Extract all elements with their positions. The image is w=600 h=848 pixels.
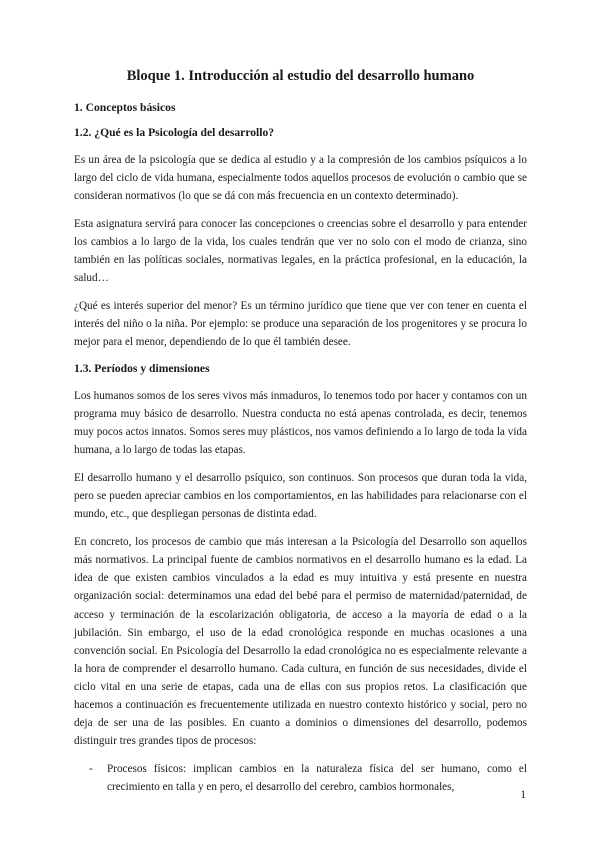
dash-bullet: - bbox=[89, 763, 93, 776]
section-heading-que-es-psicologia: 1.2. ¿Qué es la Psicología del desarrollo? bbox=[74, 126, 275, 140]
section-heading-periodos-dimensiones: 1.3. Períodos y dimensiones bbox=[74, 362, 210, 376]
paragraph-asignatura: Esta asignatura servirá para conocer las concepciones o creencias sobre el desarrollo y para entender los cambios a lo largo de la vida, los cuales tendrán que ver no solo con el modo de crianza, sino también en las políticas sociales, normativas legales, en la práctica profesional, en la educación, la salud… bbox=[74, 217, 527, 285]
list-item-procesos-fisicos bbox=[74, 760, 527, 796]
paragraph-procesos-cambio: En concreto, los procesos de cambio que más interesan a la Psicología del Desarrollo son aquellos más normativos. La principal fuente de cambios normativos en el desarrollo humano es la edad. La idea de que existen cambios vinculados a la edad es muy intuitiva y está presente en nuestra organización social: determinamos una edad del bebé para el permiso de maternidad/paternidad, de acceso y terminación de la escolarización obligatoria, de acceso a la mayoría de edad o a la jubilación. Sin embargo, el uso de la edad cronológica responde en muchas ocasiones a una convención social. En Psicología del Desarrollo la edad cronológica no es especialmente relevante a la hora de comprender el desarrollo humano. Cada cultura, en función de sus necesidades, divide el ciclo vital en una serie de etapas, cada una de ellas con sus propios retos. La clasificación que hacemos a continuación es frecuentemente utilizada en nuestro contexto histórico y social, pero no deja de ser una de las posibles. En cuanto a dominios o dimensiones del desarrollo, podemos distinguir tres grandes tipos de procesos: bbox=[74, 536, 527, 748]
paragraph-seres-inmaduros: Los humanos somos de los seres vivos más inmaduros, lo tenemos todo por hacer y contamos con un programa muy básico de desarrollo. Nuestra conducta no está apenas controlada, es decir, tenemos muy pocos actos innatos. Somos seres muy plásticos, nos vamos definiendo a lo largo de toda la vida humana, a lo largo de todas las etapas. bbox=[74, 389, 527, 456]
page-number: 1 bbox=[520, 789, 526, 801]
paragraph-interes-superior: ¿Qué es interés superior del menor? Es un término jurídico que tiene que ver con tener en cuenta el interés del niño o la niña. Por ejemplo: se produce una separación de los progenitores y se procura lo mejor para el menor, dependiendo de lo que él también desee. bbox=[74, 300, 527, 349]
document-title: Bloque 1. Introducción al estudio del desarrollo humano bbox=[126, 68, 475, 84]
paragraph-desarrollo-continuo: El desarrollo humano y el desarrollo psíquico, son continuos. Son procesos que duran toda la vida, pero se pueden apreciar cambios en los comportamientos, en las habilidades para relacionarse con el mundo, etc., que despliegan personas de distinta edad. bbox=[74, 471, 527, 521]
list-item-text: Procesos físicos: implican cambios en la naturaleza física del ser humano, como el crecimiento en talla y en pero, el desarrollo del cerebro, cambios hormonales, bbox=[107, 763, 527, 794]
page-content bbox=[74, 68, 527, 796]
paragraph-definition: Es un área de la psicología que se dedica al estudio y a la compresión de los cambios psíquicos a lo largo del ciclo de vida humana, especialmente todos aquellos procesos de evolución o cambio que se consideran normativos (lo que se dá con más frecuencia en un contexto determinado). bbox=[74, 153, 527, 202]
section-heading-conceptos-basicos: 1. Conceptos básicos bbox=[74, 101, 176, 115]
process-list bbox=[74, 760, 527, 796]
